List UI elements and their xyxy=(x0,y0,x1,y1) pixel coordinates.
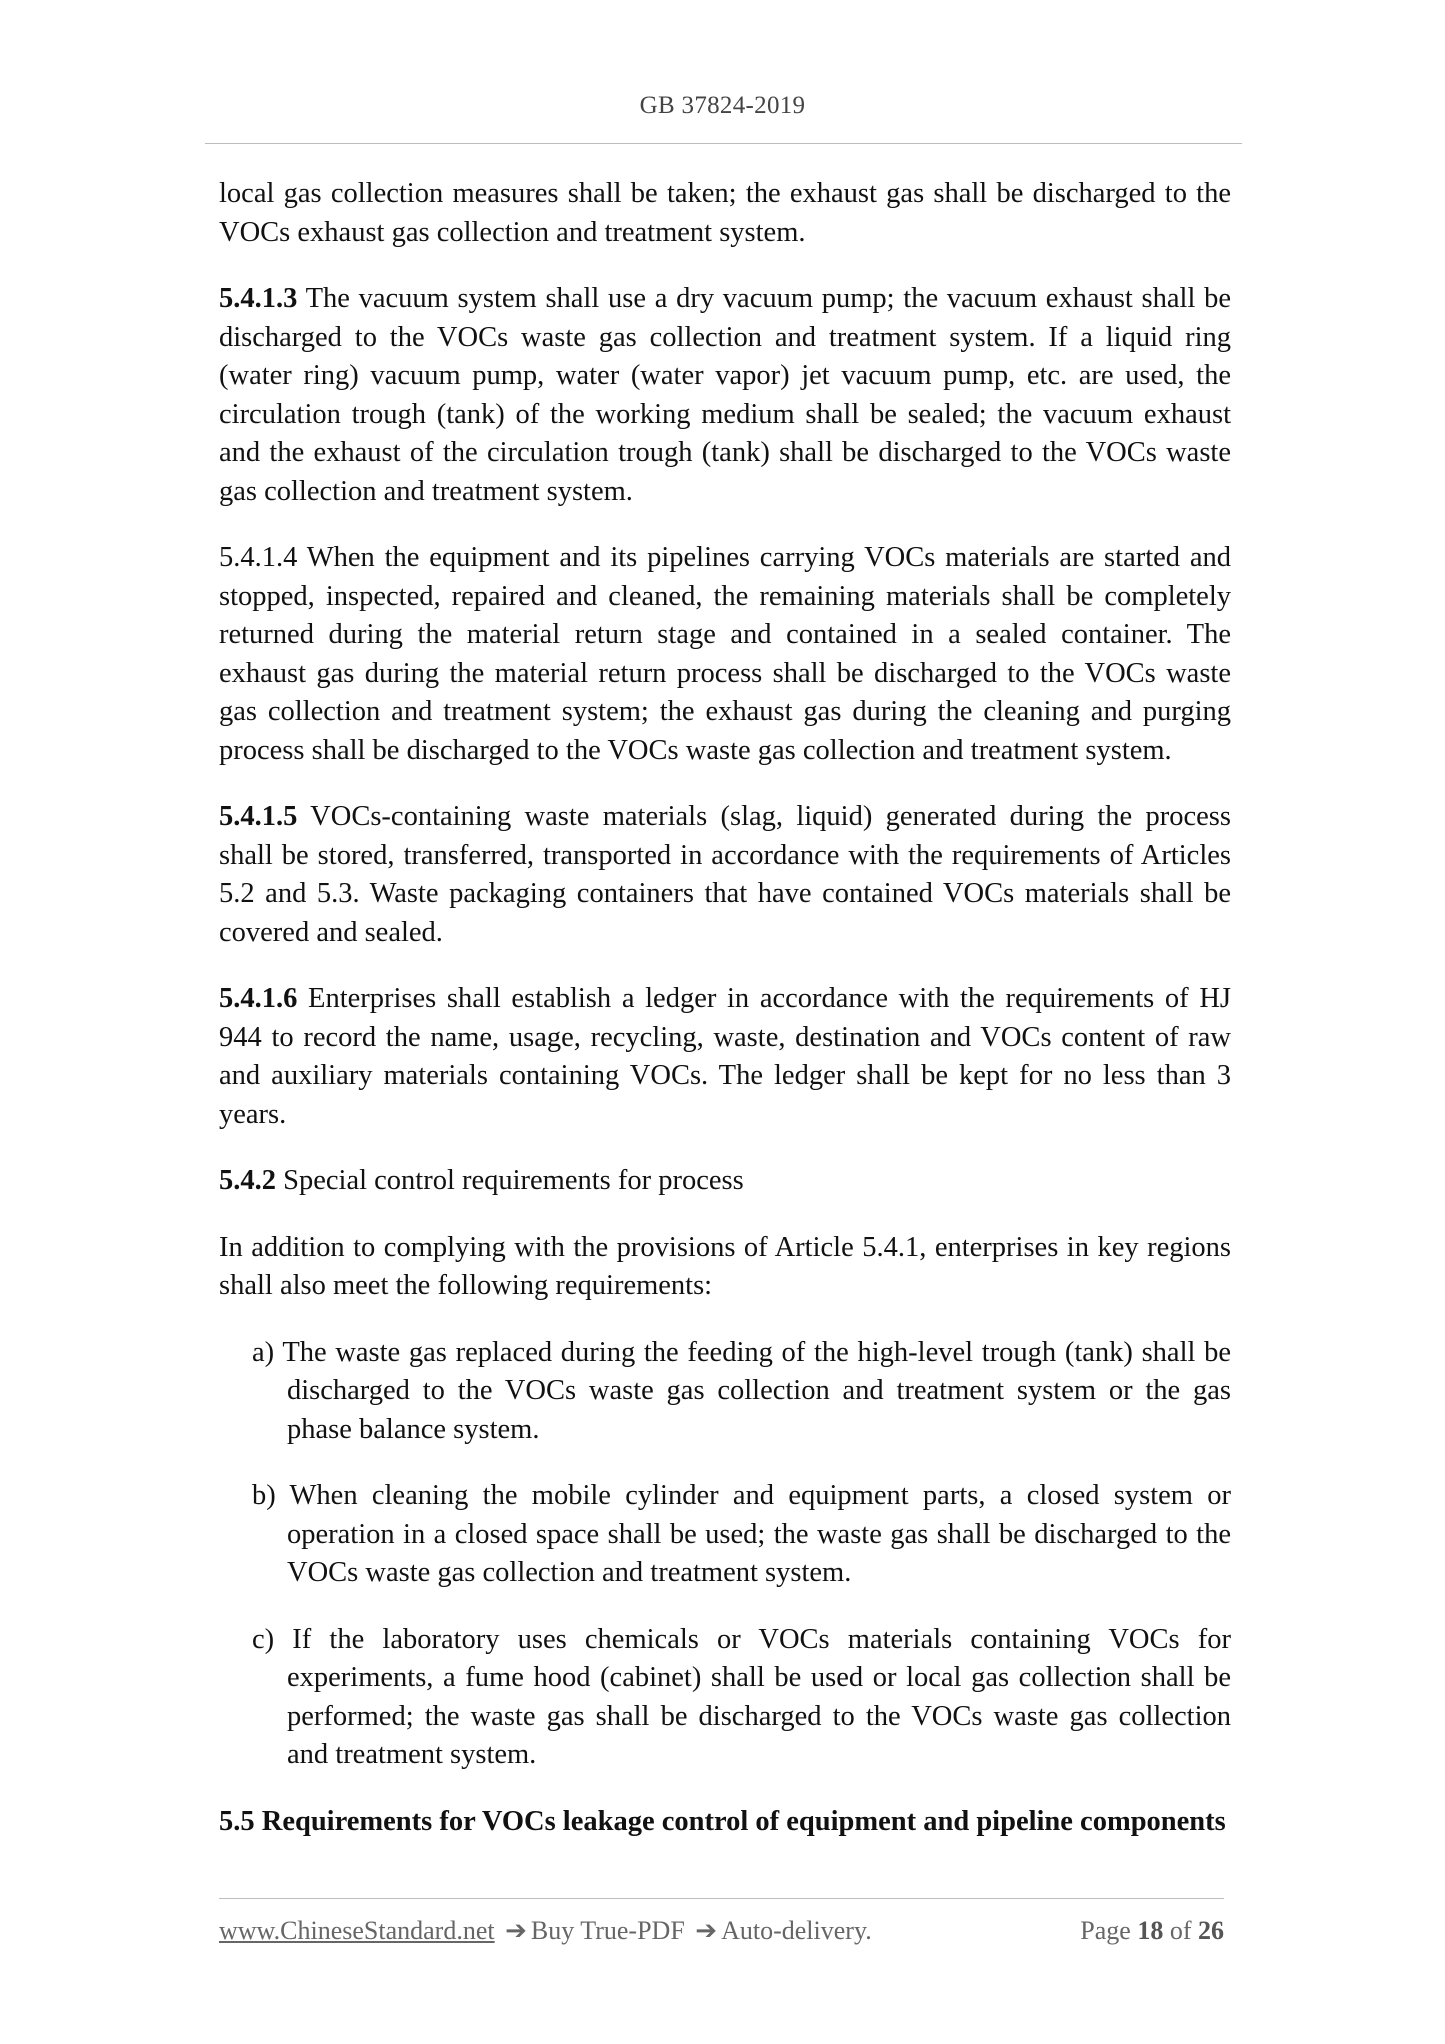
clause-number: 5.4.1.6 xyxy=(219,983,298,1014)
paragraph-text: 5.4.1.4 When the equipment and its pipelines carrying VOCs materials are started and stopped, inspected, repaired and cleaned, the remaining materials shall be completely returned during the material return stage and contained in a sealed container. The exhaust gas during the material return process shall be discharged to the VOCs waste gas collection and treatment system; the exhaust gas during the cleaning and purging process shall be discharged to the VOCs waste gas collection and treatment system. xyxy=(219,542,1231,766)
buy-true-pdf-text: Buy True-PDF xyxy=(530,1916,685,1945)
paragraph-text: In addition to complying with the provisions of Article 5.4.1, enterprises in key regions shall also meet the following requirements: xyxy=(219,1231,1231,1301)
paragraph-key-regions xyxy=(219,1229,1231,1306)
list-item-a xyxy=(252,1334,1231,1450)
paragraph-5-4-1-3 xyxy=(219,280,1231,511)
paragraph-text: The vacuum system shall use a dry vacuum pump; the vacuum exhaust shall be discharged to the VOCs waste gas collection and treatment system. If a liquid ring (water ring) vacuum pump, water (water vapor) jet vacuum pump, etc. are used, the circulation trough (tank) of the working medium shall be sealed; the vacuum exhaust and the exhaust of the circulation trough (tank) shall be discharged to the VOCs waste gas collection and treatment system. xyxy=(219,283,1231,507)
page-current: 18 xyxy=(1137,1916,1164,1945)
page-counter xyxy=(1080,1916,1224,1946)
section-heading-5-5 xyxy=(219,1803,1231,1842)
header-divider xyxy=(205,143,1242,144)
page-footer xyxy=(219,1916,1224,1956)
paragraph-5-4-2 xyxy=(219,1162,1231,1201)
auto-delivery-text: Auto-delivery. xyxy=(721,1916,872,1945)
page-total: 26 xyxy=(1198,1916,1224,1945)
arrow-right-icon: ➔ xyxy=(505,1916,527,1945)
list-item-text: a) The waste gas replaced during the feeding of the high-level trough (tank) shall be discharged to the VOCs waste gas collection and treatment system or the gas phase balance system. xyxy=(252,1336,1231,1445)
page-of-label: of xyxy=(1169,1916,1192,1945)
list-item-text: c) If the laboratory uses chemicals or VOCs materials containing VOCs for experiments, a fume hood (cabinet) shall be used or local gas collection shall be performed; the waste gas shall be discharged to the VOCs waste gas collection and treatment system. xyxy=(252,1623,1231,1770)
paragraph-text: Special control requirements for process xyxy=(276,1165,744,1196)
arrow-right-icon: ➔ xyxy=(695,1916,718,1945)
list-item-b xyxy=(252,1477,1231,1593)
section-heading-text: 5.5 Requirements for VOCs leakage control of equipment and pipeline components xyxy=(219,1805,1226,1837)
footer-promo xyxy=(219,1916,872,1946)
clause-number: 5.4.2 xyxy=(219,1165,276,1196)
website-link[interactable]: www.ChineseStandard.net xyxy=(219,1916,495,1945)
clause-number: 5.4.1.3 xyxy=(219,283,298,314)
paragraph-5-4-1-4 xyxy=(219,539,1231,770)
list-item-c xyxy=(252,1621,1231,1775)
paragraph-5-4-1-5 xyxy=(219,798,1231,952)
paragraph-text: local gas collection measures shall be taken; the exhaust gas shall be discharged to the VOCs exhaust gas collection and treatment system. xyxy=(219,178,1231,248)
clause-number: 5.4.1.5 xyxy=(219,801,298,832)
list-item-text: b) When cleaning the mobile cylinder and equipment parts, a closed system or operation in a closed space shall be used; the waste gas shall be discharged to the VOCs waste gas collection and treatment system. xyxy=(252,1480,1231,1588)
paragraph-5-4-1-6 xyxy=(219,980,1231,1134)
page-header-title: GB 37824-2019 xyxy=(639,92,806,119)
paragraph-text: VOCs-containing waste materials (slag, liquid) generated during the process shall be stored, transferred, transported in accordance with the requirements of Articles 5.2 and 5.3. Waste packaging containers that have contained VOCs materials shall be covered and sealed. xyxy=(219,801,1231,948)
document-body xyxy=(219,175,1231,1841)
paragraph-continuation xyxy=(219,175,1231,252)
page-label: Page xyxy=(1080,1916,1131,1945)
paragraph-text: Enterprises shall establish a ledger in accordance with the requirements of HJ 944 to record the name, usage, recycling, waste, destination and VOCs content of raw and auxiliary materials containing VOCs. The ledger shall be kept for no less than 3 years. xyxy=(219,983,1231,1130)
footer-divider xyxy=(219,1898,1224,1899)
